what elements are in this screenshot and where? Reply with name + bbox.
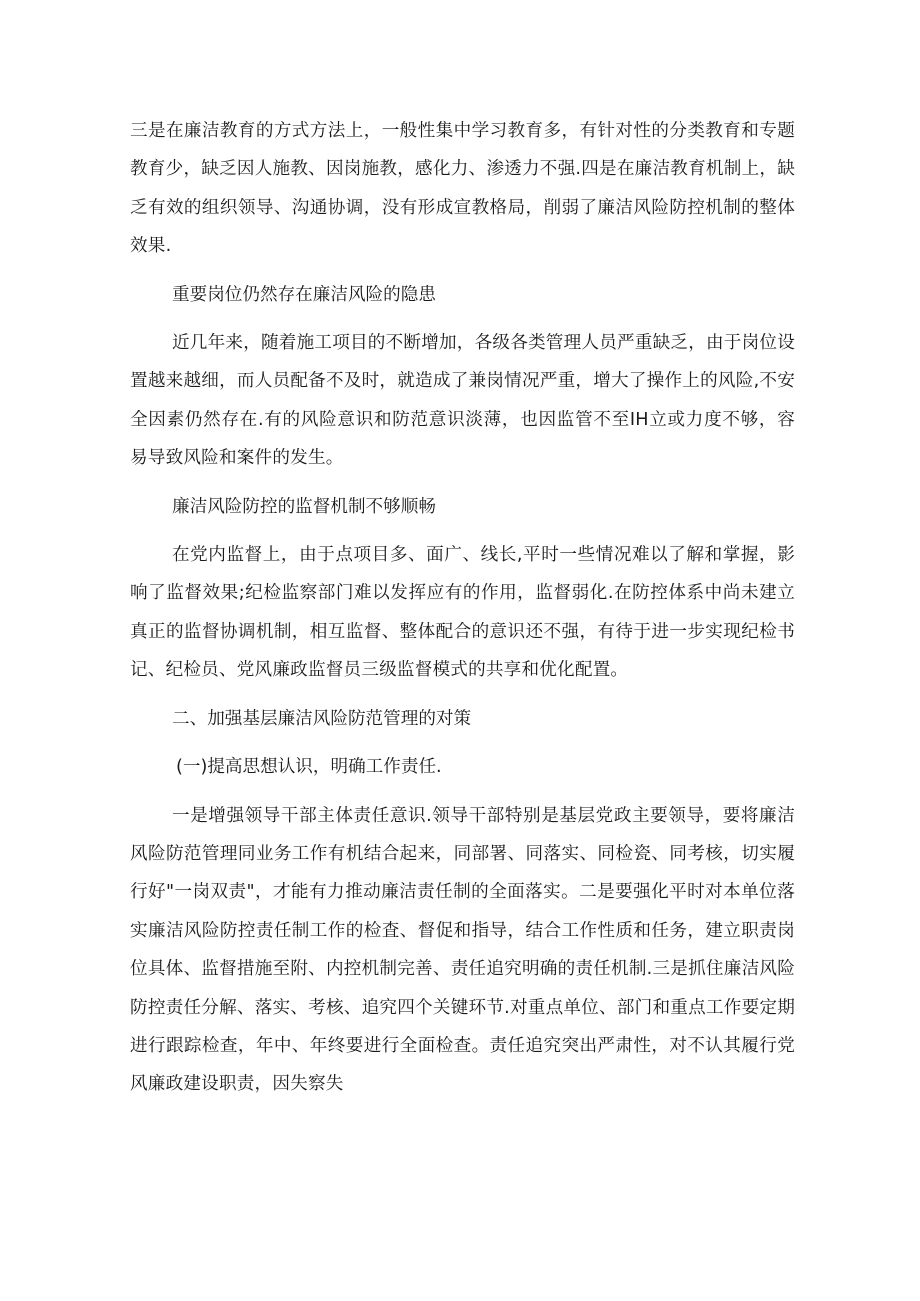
paragraph-education-methods: 三是在廉洁教育的方式方法上，一般性集中学习教育多，有针对性的分类教育和专题教育少，缺乏因人施教、因岗施教，感化力、渗透力不强.四是在廉洁教育机制上，缺乏有效的组织领导、沟通协调，没有形成宣教格局，削弱了廉洁风险防控机制的整体效果. [130,121,795,257]
paragraph-responsibility: 一是增强领导干部主体责任意识.领导干部特别是基层党政主要领导，要将廉洁风险防范管理同业务工作有机结合起来，同部署、同落实、同检瓷、同考核，切实履行好"一岗双责"，才能有力推动廉洁责任制的全面落实。二是要强化平时对本单位落实廉洁风险防控责任制工作的检査、督促和指导，结合工作性质和任务，建立职责岗位具体、监督措施至附、内控机制完善、责任追究明确的责任机制.三是抓住廉洁风险防控责任分解、落实、考核、追究四个关键环节.对重点单位、部门和重点工作要定期进行跟踪检查，年中、年终要进行全面检查。责任追究突出严肃性，对不认其履行党风廉政建设职责，因失察失 [130,805,795,1095]
section-heading-key-positions: 重要岗位仍然存在廉洁风险的隐患 [172,284,436,305]
spacer [130,266,795,276]
subsection-heading-awareness: (一)提高思想认识，明确工作责任. [176,757,442,778]
section-heading-supervision: 廉洁风险防控的监督机制不够顺畅 [172,496,436,517]
section-heading-countermeasures: 二、加强基层廉洁风险防范管理的对策 [172,708,472,729]
spacer [130,738,795,748]
document-body [130,112,795,1104]
spacer [130,526,795,536]
spacer [130,787,795,797]
spacer [130,690,795,700]
spacer [130,314,795,324]
paragraph-supervision: 在党内监督上，由于点项目多、面广、线长,平时一些情况难以了解和掌握，影响了监督效果;纪检监察部门难以发挥应有的作用，监督弱化.在防控体系中尚未建立真正的监督协调机制，相互监督、整体配合的意识还不强，有待于进一步实现纪检书记、纪检员、党风廉政监督员三级监督模式的共享和优化配置。 [130,545,795,681]
paragraph-key-positions: 近几年来，随着施工项目的不断增加，各级各类管理人员严重缺乏，由于岗位设置越来越细，而人员配备不及时，就造成了兼岗情况严重，增大了操作上的风险,不安全因素仍然存在.有的风险意识和防范意识淡薄，也因监管不至IH立或力度不够，容易导致风险和案件的发生。 [130,333,795,469]
spacer [130,478,795,488]
